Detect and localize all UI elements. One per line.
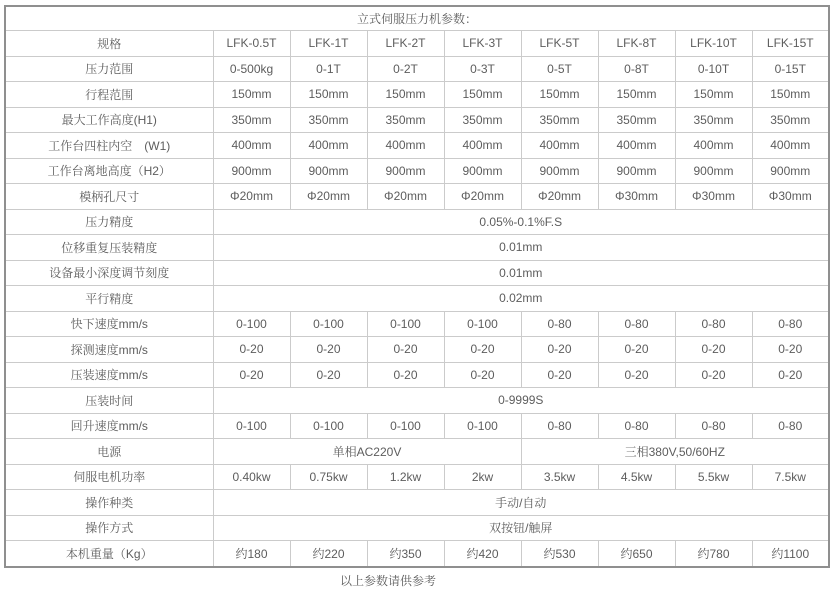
row-label: 平行精度 xyxy=(5,286,213,312)
table-row xyxy=(5,413,829,439)
spec-cell: 0-20 xyxy=(521,337,598,363)
row-label: 位移重复压装精度 xyxy=(5,235,213,261)
spec-cell: 0-20 xyxy=(444,362,521,388)
spec-cell: 0.40kw xyxy=(213,464,290,490)
spec-cell: 350mm xyxy=(444,107,521,133)
spec-cell: 0-15T xyxy=(752,56,829,82)
spec-cell: 0-20 xyxy=(598,337,675,363)
spec-cell: 0-20 xyxy=(367,362,444,388)
spec-span-cell: 0.01mm xyxy=(213,260,829,286)
spec-cell: 900mm xyxy=(290,158,367,184)
table-row xyxy=(5,158,829,184)
spec-cell: LFK-10T xyxy=(675,31,752,57)
spec-cell: 0-100 xyxy=(444,311,521,337)
spec-cell: 7.5kw xyxy=(752,464,829,490)
spec-cell: 150mm xyxy=(752,82,829,108)
spec-cell: 0-1T xyxy=(290,56,367,82)
table-row xyxy=(5,286,829,312)
spec-cell: LFK-3T xyxy=(444,31,521,57)
spec-cell: Φ30mm xyxy=(675,184,752,210)
spec-cell: 350mm xyxy=(598,107,675,133)
table-row xyxy=(5,133,829,159)
spec-cell: 150mm xyxy=(213,82,290,108)
spec-cell: 0-20 xyxy=(598,362,675,388)
row-label: 压力范围 xyxy=(5,56,213,82)
spec-cell: Φ30mm xyxy=(598,184,675,210)
spec-cell: 0-80 xyxy=(598,311,675,337)
spec-cell: 900mm xyxy=(444,158,521,184)
spec-cell: 约220 xyxy=(290,541,367,568)
spec-cell: 0-100 xyxy=(213,311,290,337)
spec-cell: 0-80 xyxy=(598,413,675,439)
spec-cell: 0-20 xyxy=(752,362,829,388)
spec-cell: 900mm xyxy=(521,158,598,184)
row-label: 行程范围 xyxy=(5,82,213,108)
spec-cell: 150mm xyxy=(367,82,444,108)
row-label: 回升速度mm/s xyxy=(5,413,213,439)
spec-cell: Φ20mm xyxy=(290,184,367,210)
row-label: 最大工作高度(H1) xyxy=(5,107,213,133)
spec-cell: 400mm xyxy=(521,133,598,159)
spec-cell: 350mm xyxy=(521,107,598,133)
table-row xyxy=(5,464,829,490)
spec-cell: 0-8T xyxy=(598,56,675,82)
spec-cell: 400mm xyxy=(598,133,675,159)
spec-cell: LFK-0.5T xyxy=(213,31,290,57)
spec-cell: 0-5T xyxy=(521,56,598,82)
spec-cell: 0-80 xyxy=(521,311,598,337)
spec-cell: 400mm xyxy=(213,133,290,159)
row-label: 快下速度mm/s xyxy=(5,311,213,337)
spec-span-cell: 0.02mm xyxy=(213,286,829,312)
spec-cell: 0-2T xyxy=(367,56,444,82)
spec-cell: 0-20 xyxy=(752,337,829,363)
spec-cell: 0.75kw xyxy=(290,464,367,490)
spec-cell: LFK-5T xyxy=(521,31,598,57)
table-row xyxy=(5,362,829,388)
spec-cell: 150mm xyxy=(598,82,675,108)
row-label: 压力精度 xyxy=(5,209,213,235)
spec-cell: 0-20 xyxy=(675,337,752,363)
spec-cell: 350mm xyxy=(290,107,367,133)
spec-cell: 350mm xyxy=(367,107,444,133)
spec-cell: 350mm xyxy=(752,107,829,133)
spec-cell: 900mm xyxy=(213,158,290,184)
spec-cell: Φ20mm xyxy=(367,184,444,210)
spec-span-cell: 0.01mm xyxy=(213,235,829,261)
spec-cell: 350mm xyxy=(213,107,290,133)
table-row xyxy=(5,337,829,363)
spec-cell: 0-20 xyxy=(521,362,598,388)
spec-cell: 0-20 xyxy=(444,337,521,363)
spec-cell: 0-10T xyxy=(675,56,752,82)
spec-cell: 约1100 xyxy=(752,541,829,568)
table-row xyxy=(5,388,829,414)
spec-cell: 400mm xyxy=(444,133,521,159)
spec-split-cell: 三相380V,50/60HZ xyxy=(521,439,829,465)
table-row xyxy=(5,439,829,465)
table-row xyxy=(5,107,829,133)
row-label: 操作种类 xyxy=(5,490,213,516)
spec-cell: 350mm xyxy=(675,107,752,133)
row-label: 电源 xyxy=(5,439,213,465)
spec-cell: 0-100 xyxy=(290,311,367,337)
spec-cell: 150mm xyxy=(521,82,598,108)
spec-cell: 0-100 xyxy=(290,413,367,439)
spec-cell: 0-20 xyxy=(213,337,290,363)
spec-cell: 0-100 xyxy=(444,413,521,439)
spec-cell: 900mm xyxy=(598,158,675,184)
spec-cell: 0-80 xyxy=(675,311,752,337)
table-row xyxy=(5,515,829,541)
spec-split-cell: 单相AC220V xyxy=(213,439,521,465)
spec-cell: 0-80 xyxy=(752,311,829,337)
row-label: 操作方式 xyxy=(5,515,213,541)
table-row xyxy=(5,184,829,210)
row-label: 工作台离地高度（H2） xyxy=(5,158,213,184)
title-row xyxy=(5,6,829,31)
table-row xyxy=(5,56,829,82)
table-title: 立式伺服压力机参数： xyxy=(5,6,829,31)
spec-cell: LFK-2T xyxy=(367,31,444,57)
spec-span-cell: 0.05%-0.1%F.S xyxy=(213,209,829,235)
spec-cell: 0-100 xyxy=(367,413,444,439)
spec-cell: Φ30mm xyxy=(752,184,829,210)
table-row xyxy=(5,82,829,108)
spec-cell: 400mm xyxy=(752,133,829,159)
spec-cell: 1.2kw xyxy=(367,464,444,490)
spec-cell: 约530 xyxy=(521,541,598,568)
row-label: 模柄孔尺寸 xyxy=(5,184,213,210)
spec-cell: 约180 xyxy=(213,541,290,568)
spec-span-cell: 0-9999S xyxy=(213,388,829,414)
spec-cell: 5.5kw xyxy=(675,464,752,490)
spec-cell: LFK-8T xyxy=(598,31,675,57)
spec-cell: 0-20 xyxy=(290,337,367,363)
spec-span-cell: 双按钮/触屏 xyxy=(213,515,829,541)
spec-cell: 0-500kg xyxy=(213,56,290,82)
spec-cell: 2kw xyxy=(444,464,521,490)
row-label: 伺服电机功率 xyxy=(5,464,213,490)
table-row xyxy=(5,490,829,516)
spec-cell: Φ20mm xyxy=(213,184,290,210)
table-row xyxy=(5,541,829,568)
header-row xyxy=(5,31,829,57)
spec-cell: Φ20mm xyxy=(444,184,521,210)
spec-span-cell: 手动/自动 xyxy=(213,490,829,516)
table-row xyxy=(5,260,829,286)
table-row xyxy=(5,311,829,337)
spec-cell: 约420 xyxy=(444,541,521,568)
spec-cell: 0-80 xyxy=(521,413,598,439)
spec-cell: 400mm xyxy=(675,133,752,159)
table-row xyxy=(5,235,829,261)
row-label: 本机重量（Kg） xyxy=(5,541,213,568)
row-label: 设备最小深度调节刻度 xyxy=(5,260,213,286)
spec-cell: 900mm xyxy=(367,158,444,184)
spec-cell: 约650 xyxy=(598,541,675,568)
spec-table-body xyxy=(5,6,829,567)
spec-cell: 150mm xyxy=(675,82,752,108)
spec-table xyxy=(4,5,830,568)
spec-cell: 0-100 xyxy=(213,413,290,439)
spec-cell: 0-20 xyxy=(213,362,290,388)
row-label: 探测速度mm/s xyxy=(5,337,213,363)
row-label: 规格 xyxy=(5,31,213,57)
spec-cell: 约780 xyxy=(675,541,752,568)
spec-cell: 约350 xyxy=(367,541,444,568)
spec-cell: 0-20 xyxy=(675,362,752,388)
spec-cell: 150mm xyxy=(290,82,367,108)
spec-cell: 0-20 xyxy=(367,337,444,363)
row-label: 压装速度mm/s xyxy=(5,362,213,388)
row-label: 工作台四柱内空 (W1) xyxy=(5,133,213,159)
spec-cell: 400mm xyxy=(290,133,367,159)
row-label: 压装时间 xyxy=(5,388,213,414)
footer-note: 以上参数请供参考 xyxy=(339,574,436,588)
spec-cell: 3.5kw xyxy=(521,464,598,490)
table-row xyxy=(5,209,829,235)
spec-cell: 0-20 xyxy=(290,362,367,388)
spec-cell: 400mm xyxy=(367,133,444,159)
spec-cell: 4.5kw xyxy=(598,464,675,490)
spec-cell: 150mm xyxy=(444,82,521,108)
spec-cell: 0-100 xyxy=(367,311,444,337)
spec-cell: LFK-15T xyxy=(752,31,829,57)
spec-cell: 0-3T xyxy=(444,56,521,82)
spec-cell: 900mm xyxy=(675,158,752,184)
spec-cell: Φ20mm xyxy=(521,184,598,210)
spec-cell: 0-80 xyxy=(675,413,752,439)
spec-cell: 0-80 xyxy=(752,413,829,439)
spec-table-container xyxy=(4,5,830,568)
spec-cell: LFK-1T xyxy=(290,31,367,57)
spec-cell: 900mm xyxy=(752,158,829,184)
